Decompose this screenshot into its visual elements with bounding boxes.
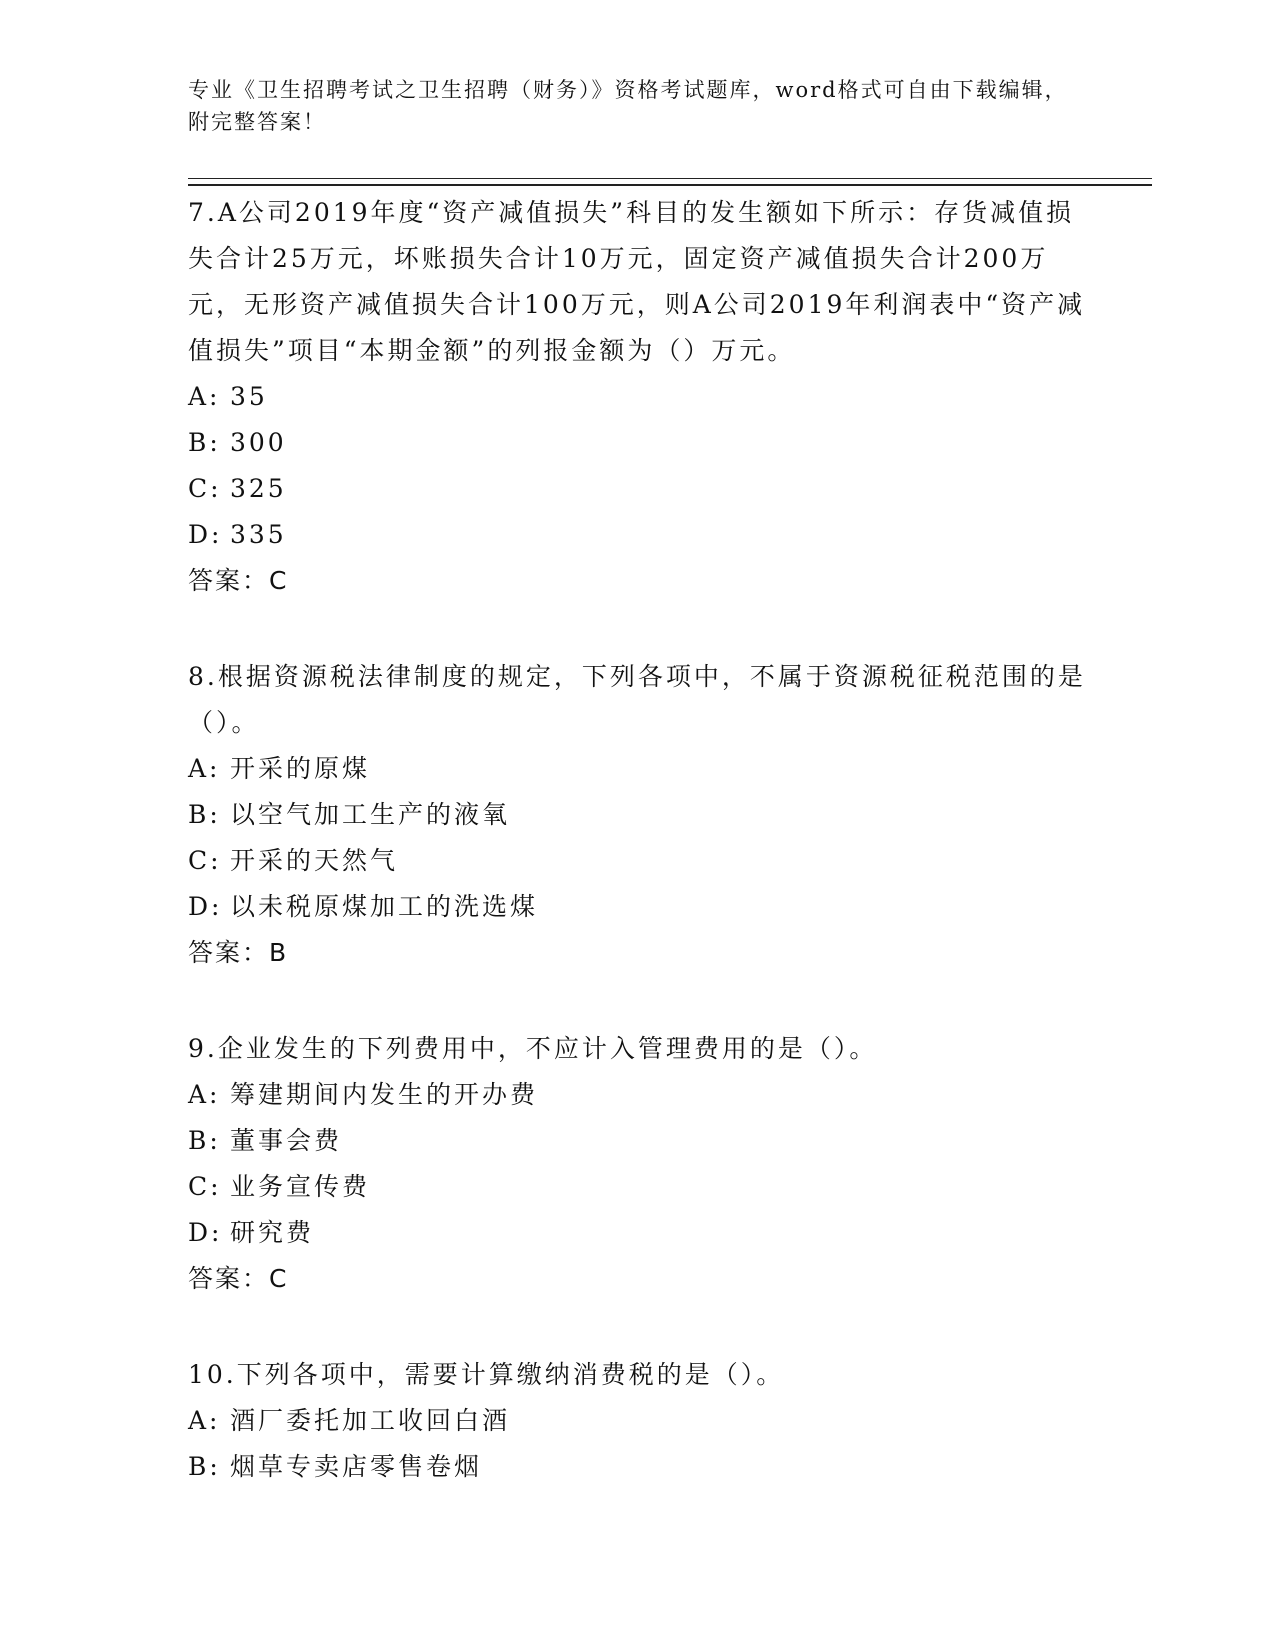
option-key: C: bbox=[188, 474, 222, 503]
option-a bbox=[188, 746, 1088, 792]
option-a bbox=[188, 374, 1088, 420]
option-text: 300 bbox=[230, 428, 287, 457]
option-key: A: bbox=[188, 1406, 221, 1435]
option-d bbox=[188, 1210, 1088, 1256]
question-10 bbox=[188, 1352, 1088, 1490]
option-text: 以未税原煤加工的洗选煤 bbox=[230, 892, 539, 921]
option-key: B: bbox=[188, 428, 221, 457]
question-9 bbox=[188, 1026, 1088, 1302]
option-key: A: bbox=[188, 754, 221, 783]
question-list bbox=[188, 190, 1088, 1540]
option-key: B: bbox=[188, 1452, 221, 1481]
question-stem: 10.下列各项中，需要计算缴纳消费税的是（）。 bbox=[188, 1360, 785, 1389]
option-key: C: bbox=[188, 1172, 222, 1201]
header-divider-thin bbox=[188, 178, 1152, 179]
option-key: D: bbox=[188, 520, 223, 549]
answer-label: 答案：C bbox=[188, 1264, 289, 1293]
option-text: 业务宣传费 bbox=[230, 1172, 371, 1201]
option-a bbox=[188, 1398, 1088, 1444]
option-key: D: bbox=[188, 1218, 223, 1247]
option-a bbox=[188, 1072, 1088, 1118]
option-text: 董事会费 bbox=[230, 1126, 343, 1155]
option-key: C: bbox=[188, 846, 222, 875]
option-text: 以空气加工生产的液氧 bbox=[230, 800, 511, 829]
question-stem: 9.企业发生的下列费用中，不应计入管理费用的是（）。 bbox=[188, 1034, 878, 1063]
option-c bbox=[188, 466, 1088, 512]
question-stem: 8.根据资源税法律制度的规定，下列各项中，不属于资源税征税范围的是（）。 bbox=[188, 662, 1086, 737]
option-key: D: bbox=[188, 892, 223, 921]
option-b bbox=[188, 1444, 1088, 1490]
option-text: 335 bbox=[230, 520, 287, 549]
option-d bbox=[188, 884, 1088, 930]
option-text: 研究费 bbox=[230, 1218, 315, 1247]
answer-label: 答案：C bbox=[188, 566, 289, 595]
option-text: 筹建期间内发生的开办费 bbox=[230, 1080, 539, 1109]
option-text: 开采的天然气 bbox=[230, 846, 399, 875]
option-c bbox=[188, 1164, 1088, 1210]
question-8 bbox=[188, 654, 1088, 976]
question-7 bbox=[188, 190, 1088, 604]
answer-label: 答案：B bbox=[188, 938, 289, 967]
option-key: B: bbox=[188, 1126, 221, 1155]
document-header: 专业《卫生招聘考试之卫生招聘（财务）》资格考试题库，word格式可自由下载编辑，附完整答案！ bbox=[188, 78, 1068, 134]
header-divider-thick bbox=[188, 184, 1152, 186]
option-c bbox=[188, 838, 1088, 884]
option-text: 烟草专卖店零售卷烟 bbox=[230, 1452, 483, 1481]
option-text: 开采的原煤 bbox=[230, 754, 371, 783]
option-key: A: bbox=[188, 1080, 221, 1109]
option-text: 325 bbox=[230, 474, 287, 503]
option-b bbox=[188, 420, 1088, 466]
option-d bbox=[188, 512, 1088, 558]
option-text: 35 bbox=[230, 382, 268, 411]
option-key: B: bbox=[188, 800, 221, 829]
option-key: A: bbox=[188, 382, 221, 411]
option-text: 酒厂委托加工收回白酒 bbox=[230, 1406, 511, 1435]
option-b bbox=[188, 1118, 1088, 1164]
question-stem: 7.A公司2019年度“资产减值损失”科目的发生额如下所示：存货减值损失合计25万元，坏账损失合计10万元，固定资产减值损失合计200万元，无形资产减值损失合计100万元，则A公司2019年利润表中“资产减值损失”项目“本期金额”的列报金额为（）万元。 bbox=[188, 198, 1086, 365]
option-b bbox=[188, 792, 1088, 838]
